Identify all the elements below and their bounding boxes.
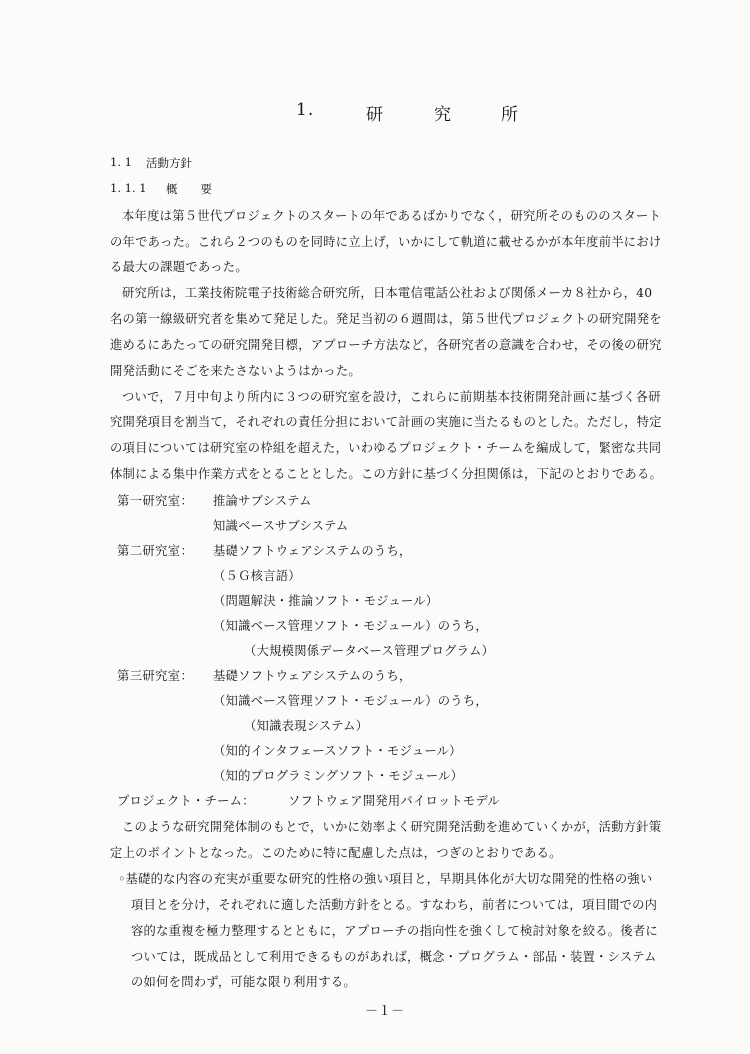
section-number: 1. 1	[110, 155, 132, 169]
paragraph-line: このような研究開発体制のもとで，いかに効率よく研究開発活動を進めていくかが，活動方針策	[122, 820, 662, 834]
paragraph-line: ついで，７月中旬より所内に３つの研究室を設け，これらに前期基本技術開発計画に基づく各研	[122, 390, 661, 404]
paragraph-line: 体制による集中作業方式をとることとした。この方針に基づく分担関係は，下記のとおりである。	[110, 467, 663, 481]
paragraph-line: の年であった。これら２つのものを同時に立上げ，いかにして軌道に載せるかが本年度前半におけ	[110, 235, 662, 249]
page-number: －１－	[365, 1004, 405, 1019]
bullet-line: ついては，既成品として利用できるものがあれば，概念・プログラム・部品・装置・システム	[131, 950, 657, 964]
paragraph-line: 開発活動にそごを来たさないようはかった。	[110, 364, 361, 378]
lab-label: 第一研究室：	[117, 494, 194, 508]
lab-item: 基礎ソフトウェアシステムのうち，	[213, 669, 412, 683]
paragraph-line: 研究所は，工業技術院電子技術総合研究所，日本電信電話公社および関係メーカ８社から，40	[122, 286, 653, 300]
lab-item: （問題解決・推論ソフト・モジュール）	[213, 594, 439, 608]
paragraph-line: 名の第一線級研究者を集めて発足した。発足当初の６週間は，第５世代プロジェクトの研究開発を	[110, 312, 662, 326]
lab-item: （知的インタフェースソフト・モジュール）	[213, 744, 462, 758]
chapter-title-char: 研	[366, 105, 383, 125]
chapter-number: 1.	[296, 100, 315, 120]
paragraph-line: 究開発項目を割当て，それぞれの責任分担において計画の実施に当たるものとした。ただし，特定	[110, 415, 662, 429]
subsection-heading: 概 要	[166, 182, 212, 196]
lab-item: 知識ベースサブシステム	[213, 519, 349, 533]
bullet-line: の如何を問わず，可能な限り利用する。	[131, 975, 356, 989]
team-value: ソフトウェア開発用パイロットモデル	[288, 794, 500, 808]
bullet-line: ◦基礎的な内容の充実が重要な研究的性格の強い項目と，早期具体化が大切な開発的性格の強い	[118, 872, 653, 886]
paragraph-line: る最大の課題であった。	[110, 260, 248, 274]
lab-item: （知識表現システム）	[244, 719, 369, 733]
bullet-line: 容的な重複を極力整理するとともに，アプローチの指向性を強くして検討対象を絞る。後者に	[131, 924, 658, 938]
lab-item: （知識ベース管理ソフト・モジュール）のうち，	[213, 694, 488, 708]
team-label: プロジェクト・チーム：	[117, 794, 255, 808]
lab-item: （知識ベース管理ソフト・モジュール）のうち，	[213, 619, 488, 633]
lab-item: （大規模関係データベース管理プログラム）	[244, 644, 495, 658]
section-heading: 活動方針	[146, 156, 192, 170]
chapter-title-char: 所	[501, 105, 518, 125]
chapter-title-char: 究	[434, 105, 451, 125]
lab-label: 第二研究室：	[117, 544, 194, 558]
paragraph-line: 定上のポイントとなった。このために特に配慮した点は，つぎのとおりである。	[110, 846, 562, 860]
bullet-line: 項目とを分け，それぞれに適した活動方針をとる。すなわち，前者については，項目間での内	[131, 898, 658, 912]
paragraph-line: の項目については研究室の枠組を超えた，いわゆるプロジェクト・チームを編成して，緊密な共同	[110, 441, 662, 455]
lab-item: 基礎ソフトウェアシステムのうち，	[213, 544, 412, 558]
lab-label: 第三研究室：	[117, 669, 194, 683]
lab-item: 推論サブシステム	[213, 494, 312, 508]
lab-item: （知的プログラミングソフト・モジュール）	[213, 769, 464, 783]
paragraph-line: 本年度は第５世代プロジェクトのスタートの年であるばかりでなく，研究所そのもののスタート	[122, 209, 662, 223]
paragraph-line: 進めるにあたっての研究開発目標，アプローチ方法など，各研究者の意識を合わせ，その後の研究	[110, 338, 662, 352]
subsection-number: 1. 1. 1	[110, 181, 147, 195]
lab-item: （５Ｇ核言語）	[213, 569, 301, 583]
